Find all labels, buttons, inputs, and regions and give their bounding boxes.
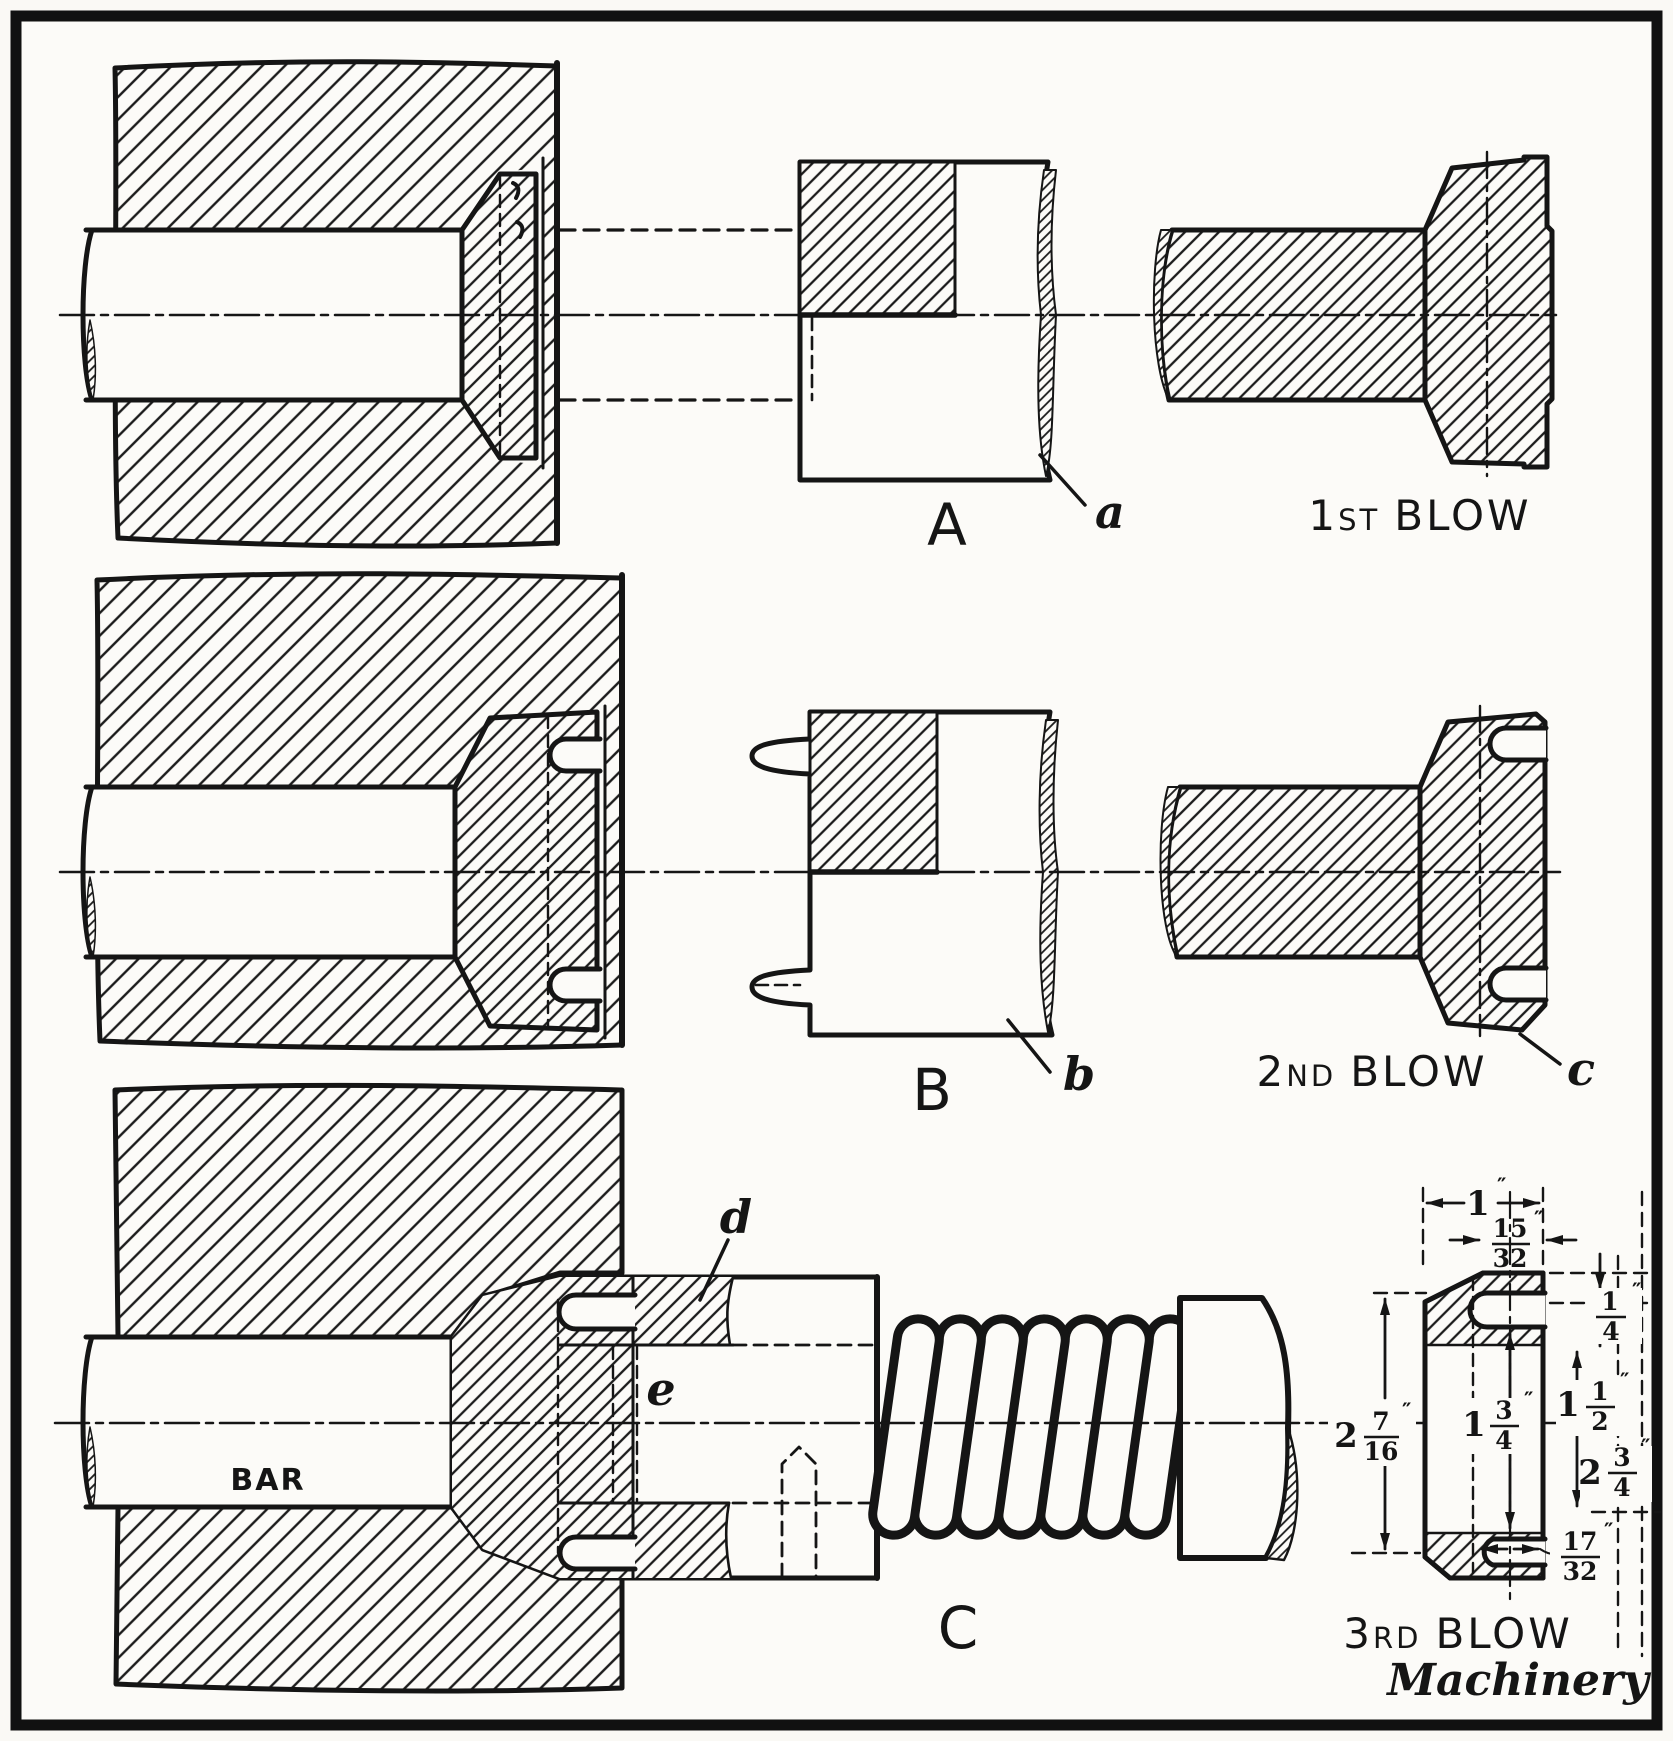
dim-height-num: 7 bbox=[1372, 1407, 1390, 1436]
row-c-tool-block bbox=[1180, 1298, 1297, 1560]
dim-collar-unit: ″ bbox=[1632, 1278, 1642, 1303]
dim-slot-den: 32 bbox=[1492, 1244, 1528, 1273]
row-c-finished-head bbox=[452, 1277, 877, 1578]
part-label-a: a bbox=[1095, 485, 1125, 539]
dim-body-whole: 1 bbox=[1462, 1405, 1486, 1445]
credit-signature: Machinery bbox=[1387, 1655, 1649, 1706]
dim-lower-num: 3 bbox=[1613, 1443, 1631, 1472]
part-label-c: c bbox=[1567, 1042, 1596, 1096]
row-c-spring bbox=[870, 1316, 1194, 1538]
part-label-b: b bbox=[1063, 1047, 1096, 1101]
first-blow-caption: 1ST BLOW bbox=[1308, 491, 1532, 540]
third-blow-caption: 3RD BLOW bbox=[1343, 1609, 1573, 1658]
dim-lower-unit: ″ bbox=[1641, 1434, 1651, 1459]
second-blow-caption: 2ND BLOW bbox=[1256, 1047, 1488, 1096]
section-label-c: C bbox=[937, 1594, 979, 1662]
dim-height-whole: 2 bbox=[1334, 1416, 1358, 1456]
dim-collar-den: 4 bbox=[1602, 1317, 1620, 1346]
dim-collar-num: 1 bbox=[1601, 1287, 1619, 1316]
part-label-e: e bbox=[646, 1362, 676, 1416]
dim-slot-unit: ″ bbox=[1534, 1206, 1544, 1231]
dim-lower-whole: 2 bbox=[1578, 1453, 1602, 1493]
dim-groove-num: 17 bbox=[1562, 1527, 1598, 1556]
dim-upper-whole: 1 bbox=[1556, 1385, 1580, 1425]
row-a-punch bbox=[800, 162, 1056, 480]
dim-groove-den: 32 bbox=[1562, 1557, 1598, 1586]
dim-upper-unit: ″ bbox=[1620, 1368, 1630, 1393]
section-label-a: A bbox=[927, 491, 967, 559]
dim-height-unit: ″ bbox=[1402, 1398, 1412, 1423]
dim-upper-num: 1 bbox=[1591, 1377, 1609, 1406]
dim-body-den: 4 bbox=[1495, 1426, 1513, 1455]
dim-width-unit: ″ bbox=[1497, 1173, 1507, 1198]
bar-label: BAR bbox=[230, 1463, 306, 1498]
dim-body-num: 3 bbox=[1495, 1396, 1513, 1425]
part-label-d: d bbox=[719, 1190, 753, 1244]
dim-height-den: 16 bbox=[1363, 1437, 1399, 1466]
dim-upper-den: 2 bbox=[1591, 1407, 1609, 1436]
dim-width-whole: 1 bbox=[1466, 1184, 1490, 1224]
section-label-b: B bbox=[912, 1056, 952, 1124]
dim-slot-num: 15 bbox=[1492, 1214, 1528, 1243]
dim-groove-unit: ″ bbox=[1604, 1518, 1614, 1543]
dim-lower-den: 4 bbox=[1613, 1473, 1631, 1502]
dim-body-unit: ″ bbox=[1524, 1387, 1534, 1412]
